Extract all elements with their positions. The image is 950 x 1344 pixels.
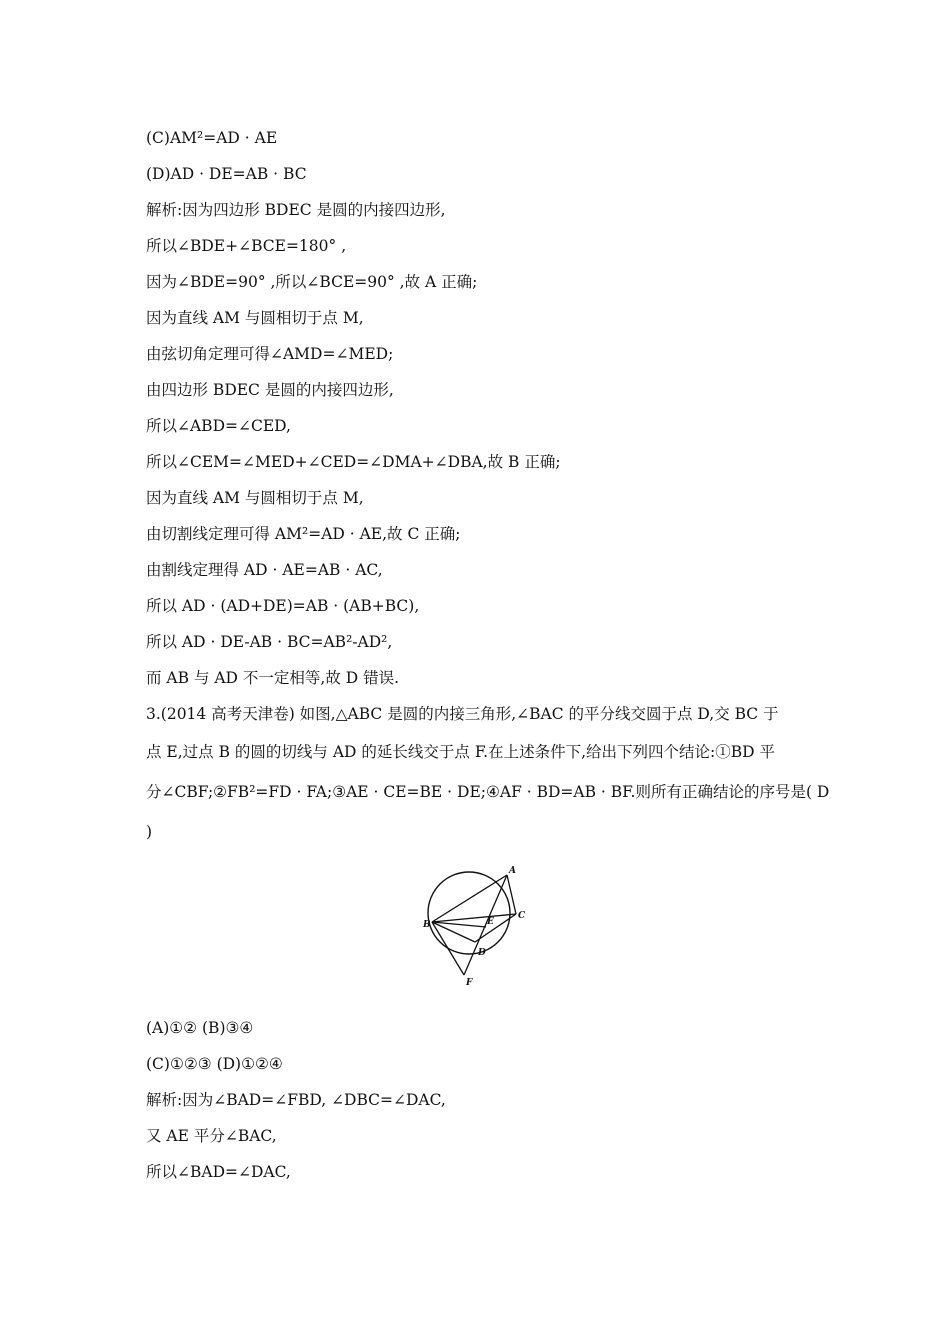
point-label-e: E bbox=[487, 917, 494, 927]
solution-line: 所以∠BAD=∠DAC, bbox=[146, 1163, 291, 1181]
options-line: (C)①②③ (D)①②④ bbox=[146, 1055, 283, 1073]
question-3-line: 分∠CBF;②FB²=FD · FA;③AE · CE=BE · DE;④AF · BD=AB · BF.则所有正确结论的序号是( D bbox=[146, 783, 830, 801]
solution-line: 所以 AD · (AD+DE)=AB · (AB+BC), bbox=[146, 597, 420, 615]
circle-diagram bbox=[420, 858, 530, 988]
solution-line: 由切割线定理可得 AM²=AD · AE,故 C 正确; bbox=[146, 525, 461, 543]
solution-line: 解析:因为四边形 BDEC 是圆的内接四边形, bbox=[146, 201, 446, 219]
geometry-figure bbox=[420, 858, 530, 988]
options-line: (A)①② (B)③④ bbox=[146, 1019, 254, 1037]
solution-line: 由四边形 BDEC 是圆的内接四边形, bbox=[146, 381, 394, 399]
point-label-a: A bbox=[509, 866, 516, 876]
solution-line: 因为∠BDE=90° ,所以∠BCE=90° ,故 A 正确; bbox=[146, 273, 478, 291]
question-3-line: 点 E,过点 B 的圆的切线与 AD 的延长线交于点 F.在上述条件下,给出下列四个结论:①BD 平 bbox=[146, 743, 775, 761]
point-label-f: F bbox=[466, 978, 473, 988]
point-label-c: C bbox=[518, 911, 526, 921]
solution-line: 所以 AD · DE-AB · BC=AB²-AD², bbox=[146, 633, 393, 651]
solution-line: 由弦切角定理可得∠AMD=∠MED; bbox=[146, 345, 394, 363]
point-label-d: D bbox=[478, 948, 486, 958]
solution-line: 所以∠BDE+∠BCE=180° , bbox=[146, 237, 347, 255]
solution-line: 又 AE 平分∠BAC, bbox=[146, 1127, 277, 1145]
solution-line: 而 AB 与 AD 不一定相等,故 D 错误. bbox=[146, 669, 400, 687]
circumcircle bbox=[428, 872, 510, 954]
solution-line: 所以∠ABD=∠CED, bbox=[146, 417, 291, 435]
option-d-line: (D)AD · DE=AB · BC bbox=[146, 165, 307, 183]
option-c-line: (C)AM²=AD · AE bbox=[146, 129, 278, 147]
solution-line: 解析:因为∠BAD=∠FBD, ∠DBC=∠DAC, bbox=[146, 1091, 446, 1109]
point-label-b: B bbox=[423, 920, 431, 930]
solution-line: 因为直线 AM 与圆相切于点 M, bbox=[146, 309, 364, 327]
solution-line: 由割线定理得 AD · AE=AB · AC, bbox=[146, 561, 383, 579]
question-3-line: ) bbox=[146, 823, 153, 841]
solution-line: 因为直线 AM 与圆相切于点 M, bbox=[146, 489, 364, 507]
question-3-line: 3.(2014 高考天津卷) 如图,△ABC 是圆的内接三角形,∠BAC 的平分线交圆于点 D,交 BC 于 bbox=[146, 705, 779, 723]
solution-line: 所以∠CEM=∠MED+∠CED=∠DMA+∠DBA,故 B 正确; bbox=[146, 453, 561, 471]
